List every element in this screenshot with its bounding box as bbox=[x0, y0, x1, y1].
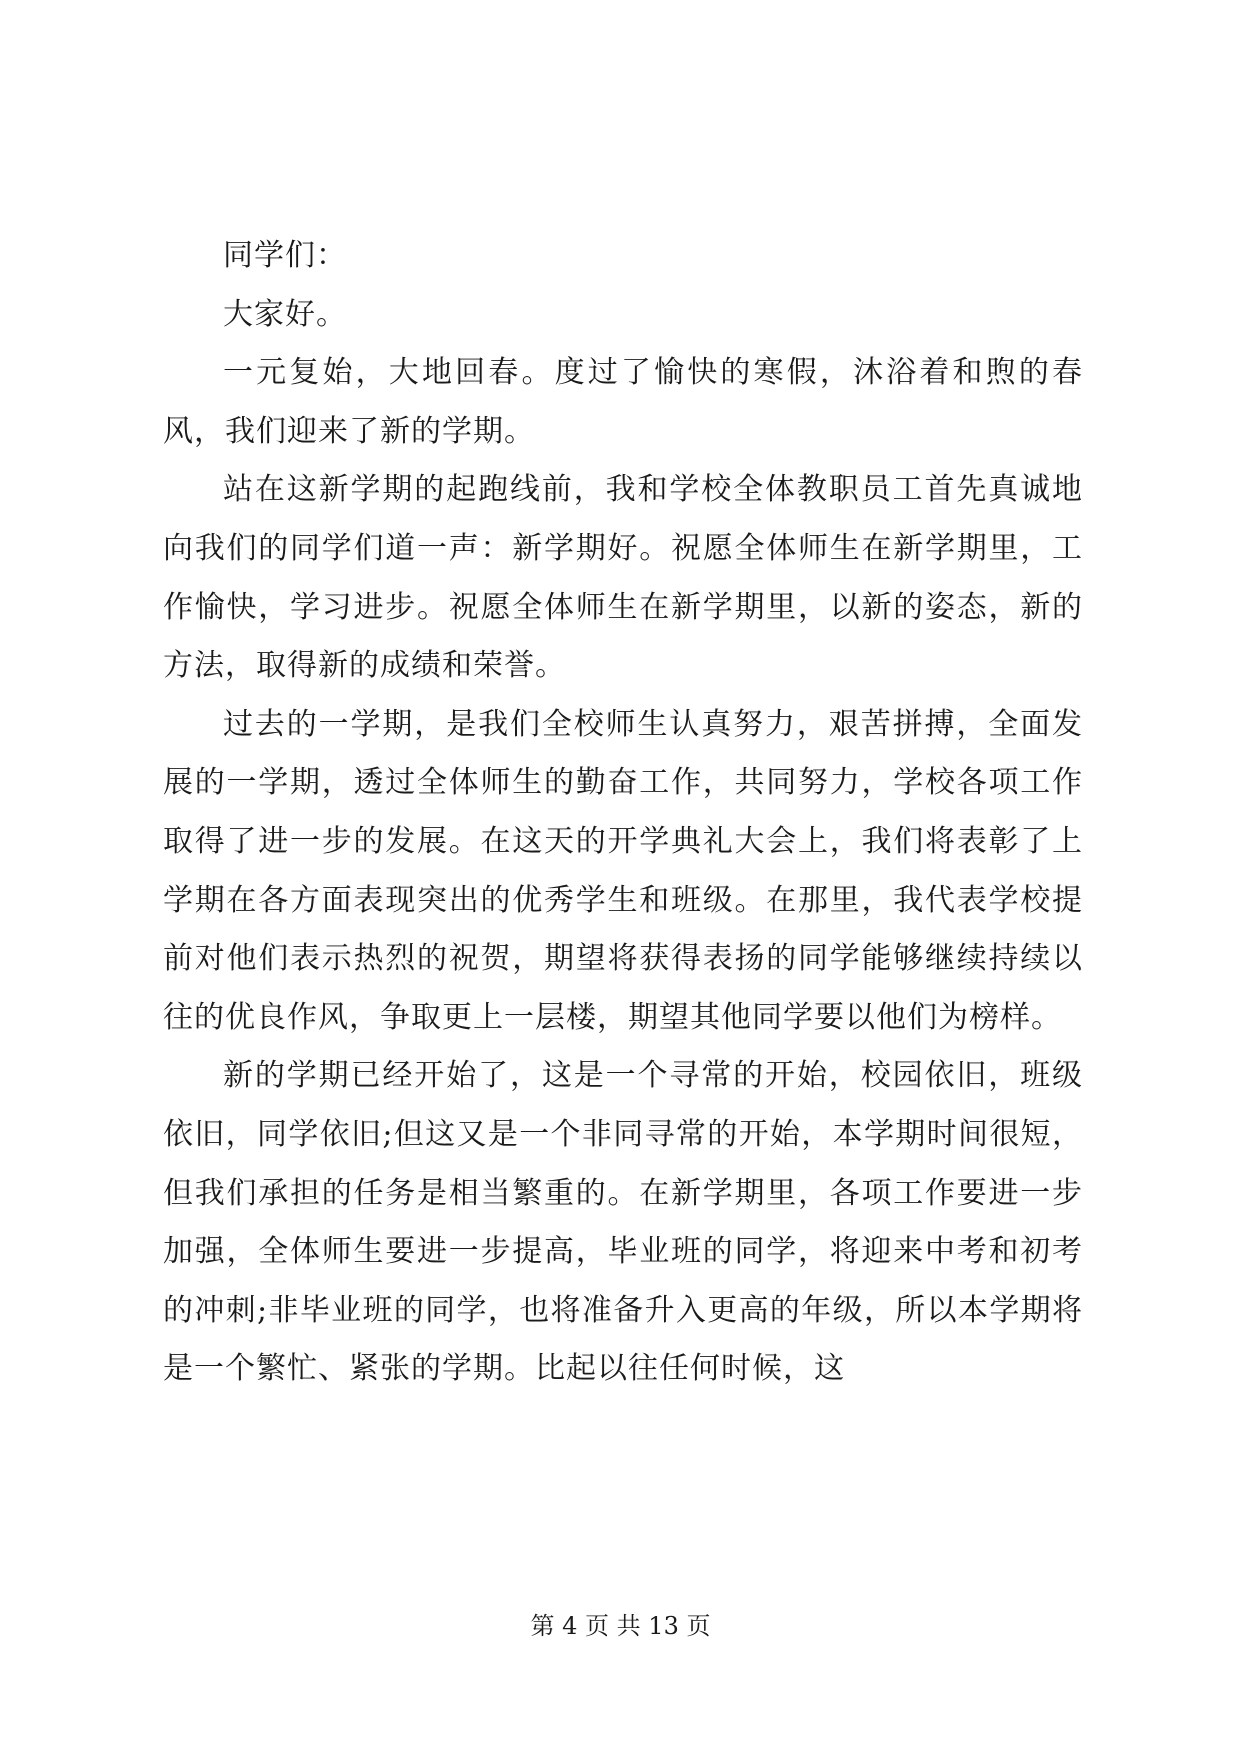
document-body bbox=[163, 227, 1083, 1399]
paragraph-salutation: 同学们： bbox=[223, 238, 347, 273]
page-number-footer: 第 4 页 共 13 页 bbox=[530, 1612, 711, 1640]
paragraph-review: 过去的一学期，是我们全校师生认真努力，艰苦拼搏，全面发展的一学期，透过全体师生的勤奋工作，共同努力，学校各项工作取得了进一步的发展。在这天的开学典礼大会上，我们将表彰了上学期在各方面表现突出的优秀学生和班级。在那里，我代表学校提前对他们表示热烈的祝贺，期望将获得表扬的同学能够继续持续以往的优良作风，争取更上一层楼，期望其他同学要以他们为榜样。 bbox=[163, 706, 1083, 1035]
paragraph-intro: 一元复始，大地回春。度过了愉快的寒假，沐浴着和煦的春风，我们迎来了新的学期。 bbox=[163, 355, 1083, 449]
paragraph-new-term: 新的学期已经开始了，这是一个寻常的开始，校园依旧，班级依旧，同学依旧;但这又是一个非同寻常的开始，本学期时间很短，但我们承担的任务是相当繁重的。在新学期里，各项工作要进一步加强，全体师生要进一步提高，毕业班的同学，将迎来中考和初考的冲刺;非毕业班的同学，也将准备升入更高的年级，所以本学期将是一个繁忙、紧张的学期。比起以往任何时候，这 bbox=[163, 1058, 1083, 1387]
paragraph-wishes: 站在这新学期的起跑线前，我和学校全体教职员工首先真诚地向我们的同学们道一声：新学期好。祝愿全体师生在新学期里，工作愉快，学习进步。祝愿全体师生在新学期里，以新的姿态，新的方法，取得新的成绩和荣誉。 bbox=[163, 472, 1083, 684]
paragraph-greeting: 大家好。 bbox=[223, 296, 347, 332]
